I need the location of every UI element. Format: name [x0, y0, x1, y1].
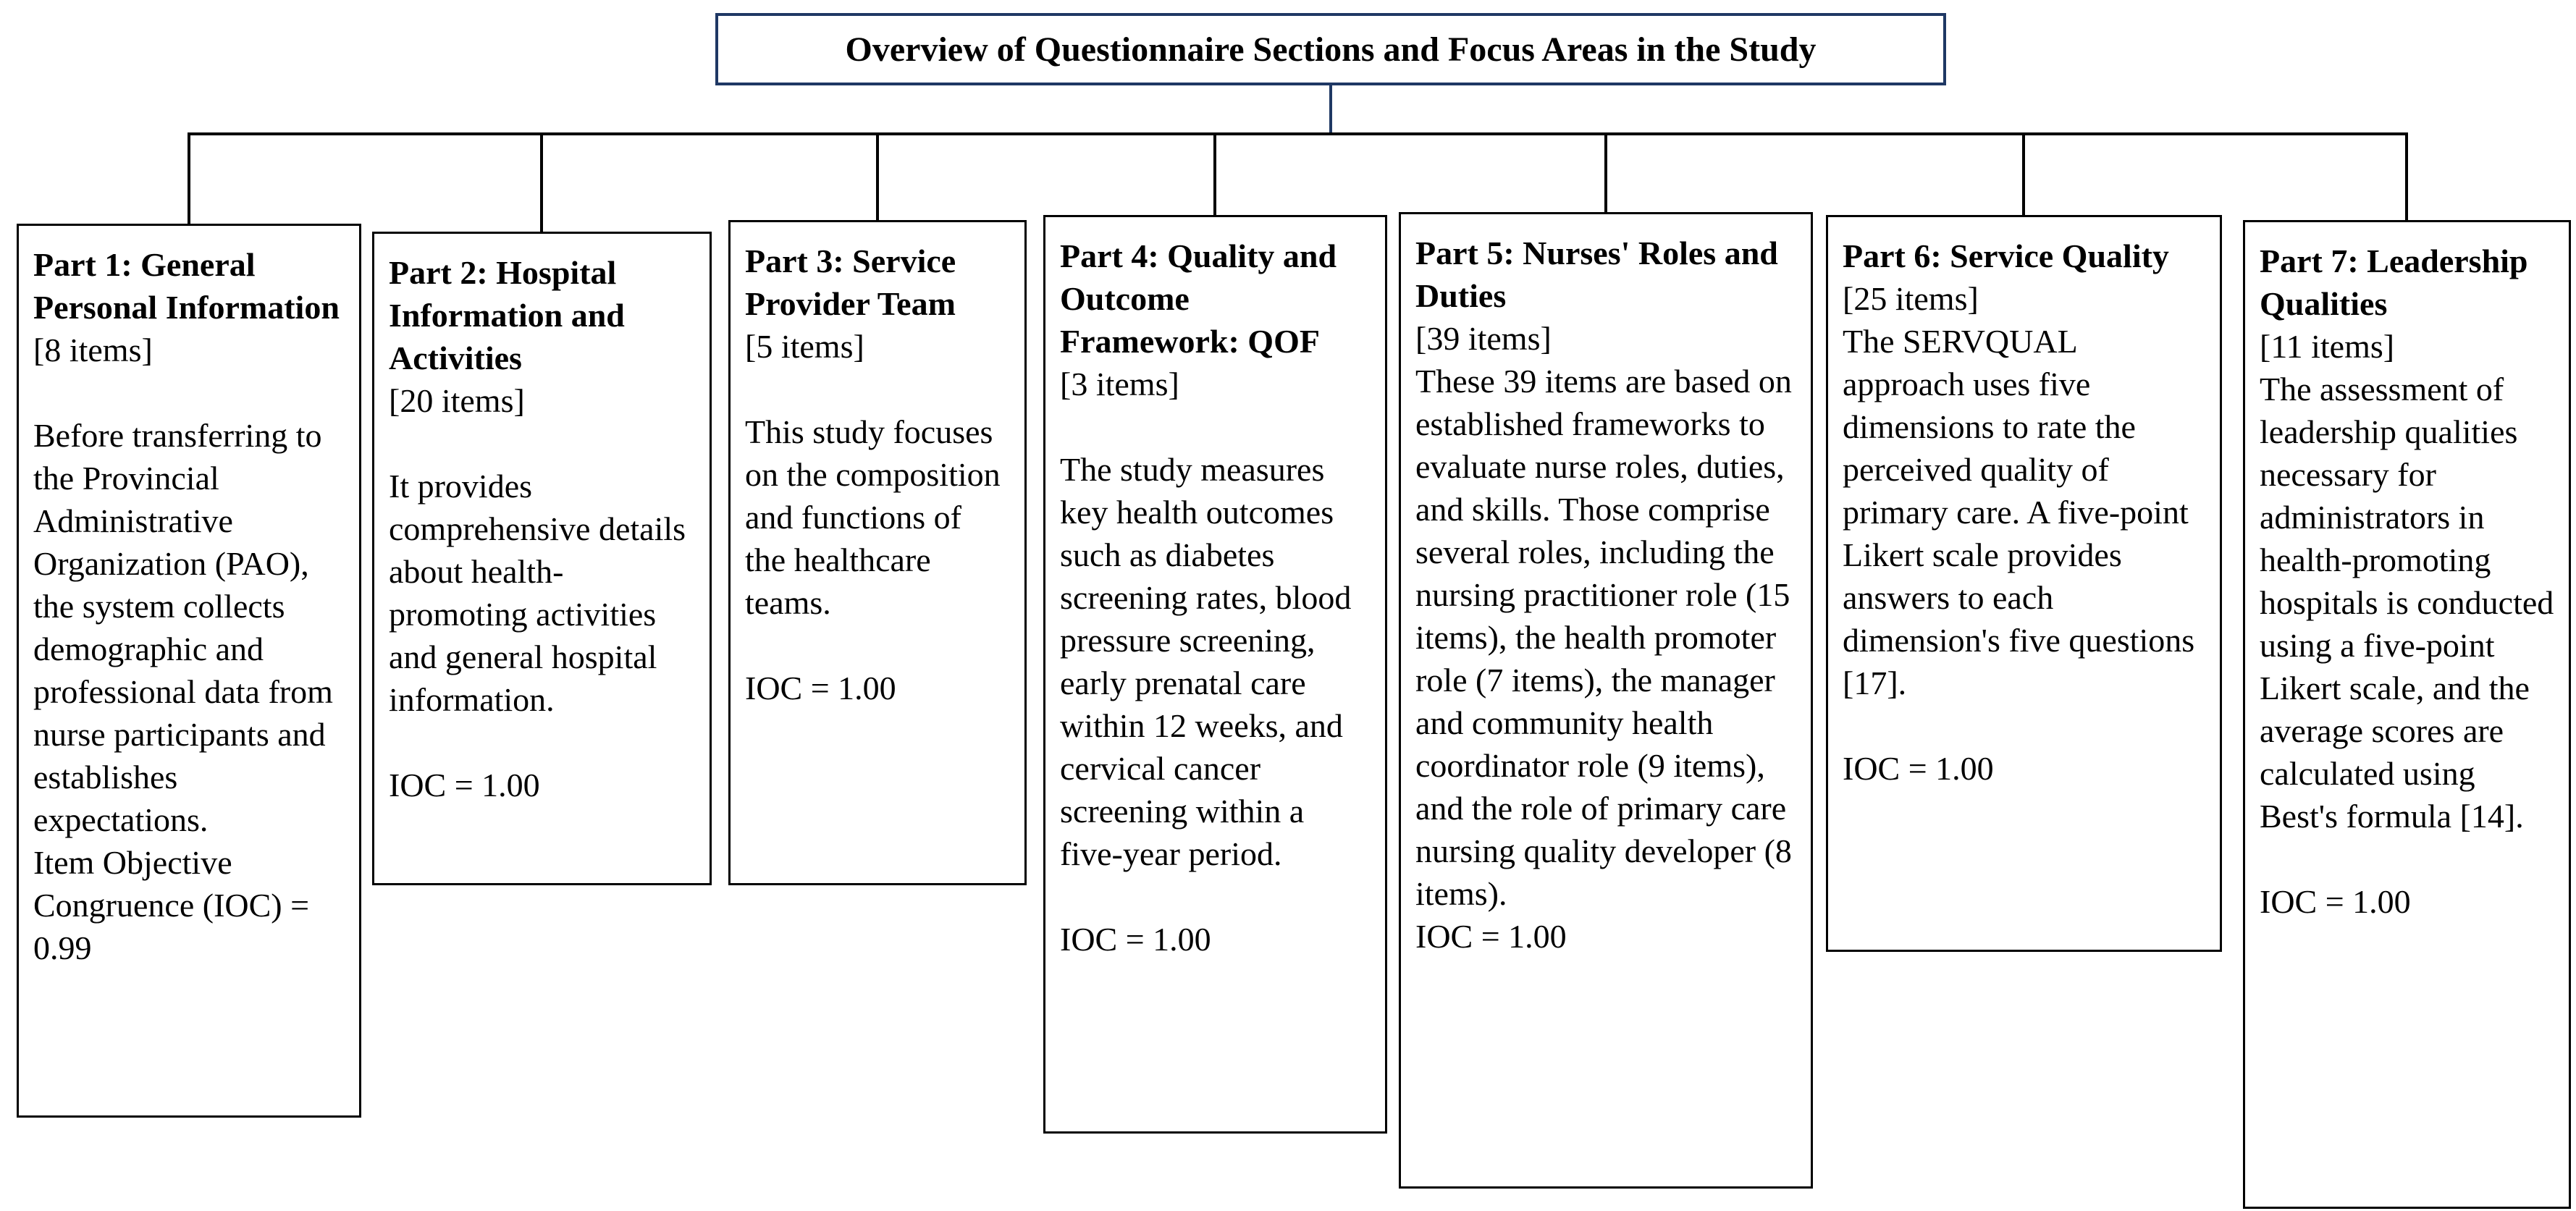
- diagram-title-box: [715, 13, 1946, 85]
- part-2-ioc: IOC = 1.00: [389, 767, 540, 803]
- part-7-ioc: IOC = 1.00: [2260, 883, 2411, 920]
- diagram-title: Overview of Questionnaire Sections and Focus Areas in the Study: [845, 30, 1817, 69]
- part-3-heading: Part 3: Service Provider Team: [745, 242, 956, 322]
- part-4-heading: Part 4: Quality and Outcome Framework: QOF: [1060, 237, 1337, 360]
- part-5-heading: Part 5: Nurses' Roles and Duties: [1415, 235, 1778, 314]
- connector-drop-3: [876, 132, 879, 222]
- part-3-description: This study focuses on the composition and functions of the healthcare teams.: [745, 413, 1001, 621]
- part-1-heading: Part 1: General Personal Information: [33, 246, 340, 326]
- part-6-heading: Part 6: Service Quality: [1843, 237, 2169, 274]
- connector-horizontal: [188, 132, 2408, 135]
- connector-drop-4: [1213, 132, 1216, 217]
- part-2-box: [372, 232, 712, 885]
- part-6-box: [1826, 215, 2222, 952]
- part-5-ioc: IOC = 1.00: [1415, 918, 1567, 955]
- part-3-box: [728, 220, 1027, 885]
- connector-drop-2: [540, 132, 543, 234]
- part-7-heading: Part 7: Leadership Qualities: [2260, 242, 2528, 322]
- part-4-description: The study measures key health outcomes such as diabetes screening rates, blood pressure screening, early prenatal care within 12 weeks, and cervical cancer screening within a five-year period.: [1060, 451, 1352, 872]
- part-2-item-count: [20 items]: [389, 382, 525, 419]
- part-7-box: [2243, 220, 2571, 1209]
- connector-drop-1: [188, 132, 190, 226]
- part-1-ioc: Item Objective Congruence (IOC) = 0.99: [33, 844, 310, 966]
- connector-drop-6: [2022, 132, 2025, 217]
- part-7-description: The assessment of leadership qualities necessary for administrators in health-promoting hospitals is conducted using a five-point Likert scale, and the average scores are calculated using Best's formula [14].: [2260, 371, 2554, 835]
- connector-title-stub: [1329, 85, 1332, 135]
- part-5-box: [1399, 212, 1813, 1189]
- part-3-ioc: IOC = 1.00: [745, 670, 896, 706]
- part-2-description: It provides comprehensive details about health-promoting activities and general hospital information.: [389, 468, 686, 718]
- part-5-item-count: [39 items]: [1415, 320, 1552, 357]
- connector-drop-7: [2405, 132, 2408, 222]
- part-4-box: [1043, 215, 1387, 1134]
- part-1-item-count: [8 items]: [33, 332, 153, 368]
- part-2-heading: Part 2: Hospital Information and Activities: [389, 254, 625, 376]
- part-7-item-count: [11 items]: [2260, 328, 2395, 365]
- part-4-item-count: [3 items]: [1060, 366, 1179, 402]
- part-4-ioc: IOC = 1.00: [1060, 921, 1211, 958]
- part-6-description: The SERVQUAL approach uses five dimensions to rate the perceived quality of primary care. A five-point Likert scale provides answers to each dimension's five questions [17].: [1843, 323, 2195, 701]
- part-3-item-count: [5 items]: [745, 328, 864, 365]
- part-6-ioc: IOC = 1.00: [1843, 750, 1994, 787]
- part-6-item-count: [25 items]: [1843, 280, 1979, 317]
- connector-drop-5: [1604, 132, 1607, 214]
- part-5-description: These 39 items are based on established frameworks to evaluate nurse roles, duties, and skills. Those comprise several roles, including the nursing practitioner role (15 items), the health promoter role (7 items), the manager and community health coordinator role (9 items), and the role of primary care nursing quality developer (8 items).: [1415, 363, 1792, 912]
- part-1-box: [17, 224, 361, 1118]
- part-1-description: Before transferring to the Provincial Administrative Organization (PAO), the system collects demographic and professional data from nurse participants and establishes expectations.: [33, 417, 333, 838]
